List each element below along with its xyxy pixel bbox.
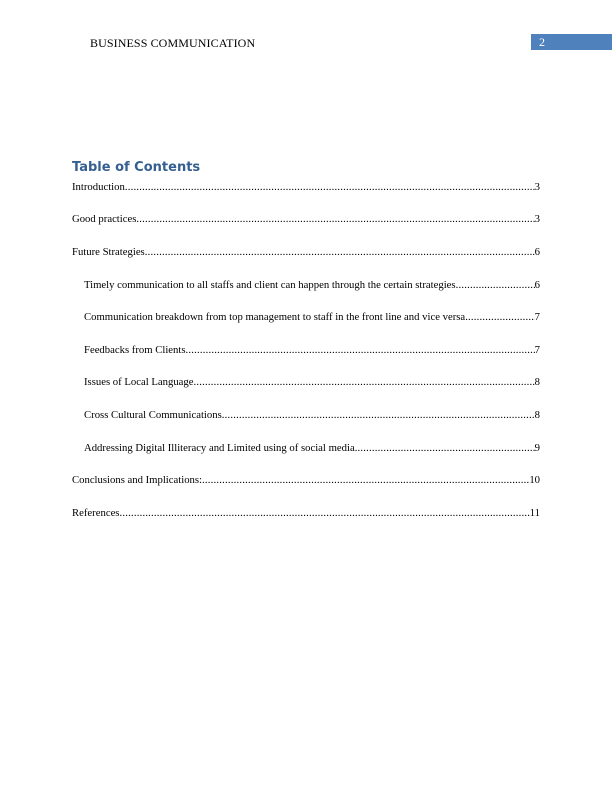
- page-number: 2: [539, 35, 545, 49]
- toc-entry-page: 8: [534, 409, 540, 421]
- toc-entry-page: 9: [534, 442, 540, 454]
- toc-entry-label: Feedbacks from Clients: [84, 344, 186, 356]
- toc-entry-page: 3: [534, 181, 540, 193]
- toc-title: Table of Contents: [72, 160, 201, 175]
- toc-entry-introduction[interactable]: [72, 180, 540, 194]
- toc-dot-leader: [136, 212, 534, 226]
- page-number-bar: [531, 34, 612, 50]
- toc-entry-page: 6: [534, 246, 540, 258]
- toc-dot-leader: [222, 408, 535, 422]
- toc-entry-label: Future Strategies: [72, 246, 145, 258]
- toc-entry-page: 8: [534, 376, 540, 388]
- toc-entry-conclusions[interactable]: [72, 473, 540, 487]
- toc-entry-page: 6: [534, 279, 540, 291]
- toc-entry-communication-breakdown[interactable]: [84, 310, 540, 324]
- toc-dot-leader: [119, 506, 529, 520]
- toc-entry-page: 3: [534, 213, 540, 225]
- toc-entry-label: Good practices: [72, 213, 137, 225]
- toc-entry-page: 7: [534, 311, 540, 323]
- toc-dot-leader: [125, 180, 535, 194]
- toc-entry-future-strategies[interactable]: [72, 245, 540, 259]
- toc-entry-digital-illiteracy[interactable]: [84, 441, 540, 455]
- toc-entry-label: Communication breakdown from top management to staff in the front line and vice versa: [84, 311, 466, 323]
- toc-dot-leader: [202, 473, 529, 487]
- toc-entry-label: Cross Cultural Communications: [84, 409, 222, 421]
- toc-dot-leader: [186, 343, 535, 357]
- toc-entry-label: Introduction: [72, 181, 125, 193]
- toc-entry-page: 10: [529, 474, 540, 486]
- toc-entry-good-practices[interactable]: [72, 212, 540, 226]
- toc-dot-leader: [355, 441, 535, 455]
- toc-entry-local-language[interactable]: [84, 375, 540, 389]
- toc-entry-feedbacks-from-clients[interactable]: [84, 343, 540, 357]
- toc-entry-page: 11: [529, 507, 540, 519]
- toc-dot-leader: [465, 310, 534, 324]
- toc-dot-leader: [456, 278, 535, 292]
- toc-dot-leader: [194, 375, 535, 389]
- toc-entry-label: References: [72, 507, 120, 519]
- toc-entry-cross-cultural[interactable]: [84, 408, 540, 422]
- toc-entry-label: Conclusions and Implications:: [72, 474, 203, 486]
- toc-entry-references[interactable]: [72, 506, 540, 520]
- running-head: BUSINESS COMMUNICATION: [90, 36, 256, 50]
- toc-entry-label: Addressing Digital Illiteracy and Limited using of social media: [84, 442, 355, 454]
- toc-dot-leader: [145, 245, 535, 259]
- toc-entry-label: Timely communication to all staffs and client can happen through the certain strategies: [84, 279, 456, 291]
- toc-entry-label: Issues of Local Language: [84, 376, 194, 388]
- toc-entry-timely-communication[interactable]: [84, 278, 540, 292]
- toc-entry-page: 7: [534, 344, 540, 356]
